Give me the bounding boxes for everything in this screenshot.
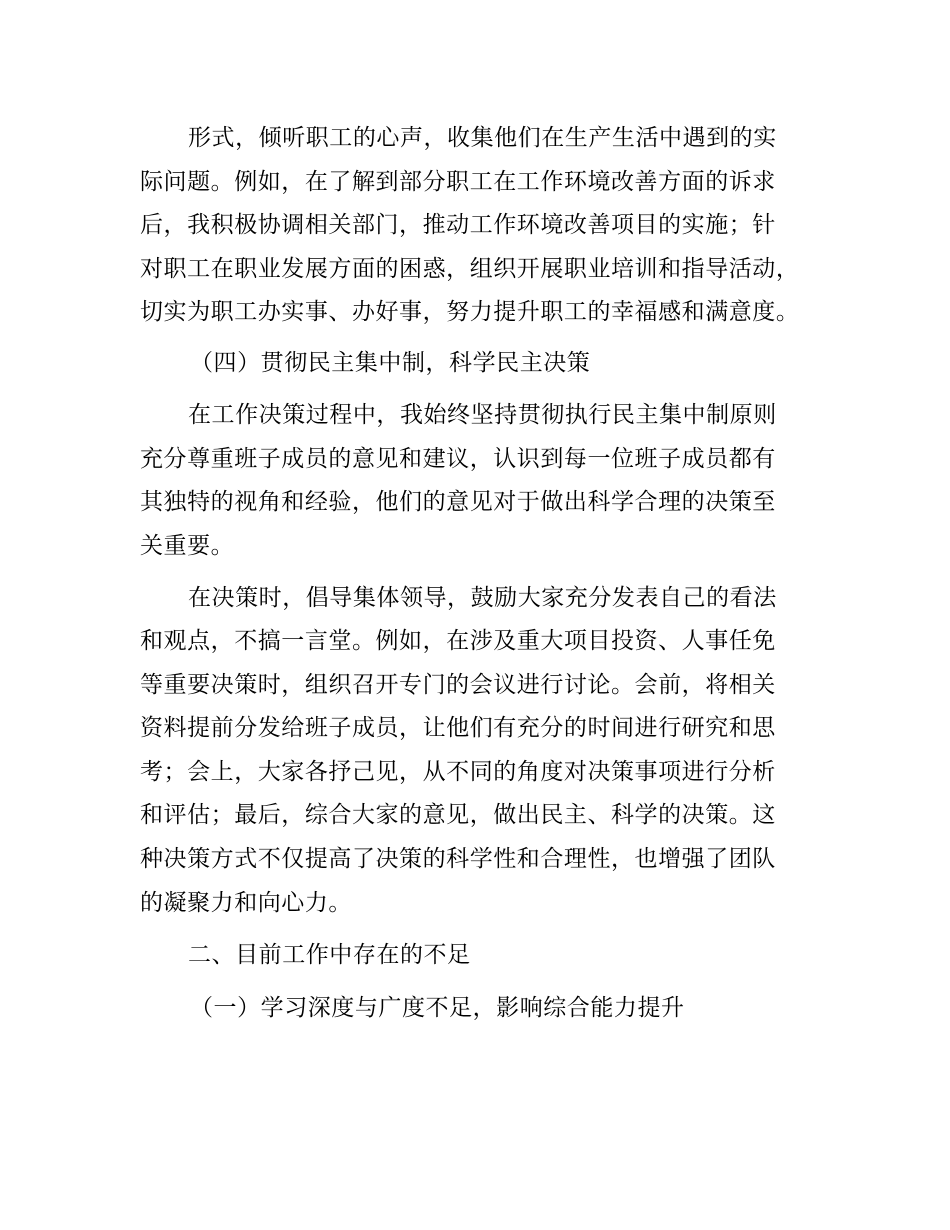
paragraph-line: 对职工在职业发展方面的困惑，组织开展职业培训和指导活动， — [140, 256, 800, 282]
section-heading: （一）学习深度与广度不足，影响综合能力提升 — [190, 995, 685, 1021]
paragraph-line: 后，我积极协调相关部门，推动工作环境改善项目的实施；针 — [140, 212, 776, 238]
paragraph-line: 的凝聚力和向心力。 — [140, 890, 352, 916]
chapter-heading: 二、目前工作中存在的不足 — [188, 942, 471, 968]
paragraph-line: 在决策时，倡导集体领导，鼓励大家充分发表自己的看法 — [188, 585, 777, 611]
section-heading: （四）贯彻民主集中制，科学民主决策 — [190, 350, 591, 376]
paragraph-line: 在工作决策过程中，我始终坚持贯彻执行民主集中制原则 — [188, 402, 777, 428]
paragraph-line: 考；会上，大家各抒己见，从不同的角度对决策事项进行分析 — [140, 759, 776, 785]
paragraph-line: 关重要。 — [140, 533, 235, 559]
paragraph-line: 资料提前分发给班子成员，让他们有充分的时间进行研究和思 — [140, 715, 776, 741]
paragraph-line: 切实为职工办实事、办好事，努力提升职工的幸福感和满意度。 — [140, 299, 800, 325]
paragraph-line: 种决策方式不仅提高了决策的科学性和合理性，也增强了团队 — [140, 846, 776, 872]
paragraph-line: 际问题。例如，在了解到部分职工在工作环境改善方面的诉求 — [140, 169, 776, 195]
paragraph-line: 和评估；最后，综合大家的意见，做出民主、科学的决策。这 — [140, 802, 776, 828]
paragraph-line: 和观点，不搞一言堂。例如，在涉及重大项目投资、人事任免 — [140, 628, 776, 654]
paragraph-line: 等重要决策时，组织召开专门的会议进行讨论。会前，将相关 — [140, 672, 776, 698]
paragraph-line: 形式，倾听职工的心声，收集他们在生产生活中遇到的实 — [188, 125, 777, 151]
paragraph-line: 其独特的视角和经验，他们的意见对于做出科学合理的决策至 — [140, 489, 776, 515]
paragraph-line: 充分尊重班子成员的意见和建议，认识到每一位班子成员都有 — [140, 446, 776, 472]
